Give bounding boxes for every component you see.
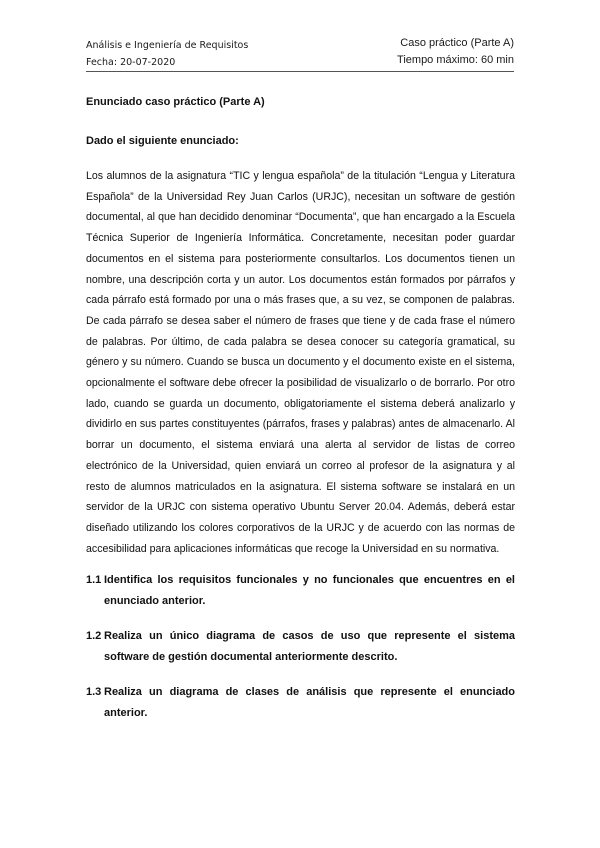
- statement-paragraph: Los alumnos de la asignatura “TIC y lengua española” de la titulación “Lengua y Literatura Española” de la Universidad Rey Juan Carlos (URJC), necesitan un software de gestión documental, al que han decidido denominar “Documenta”, que han encargado a la Escuela Técnica Superior de Ingeniería Informática. Concretamente, necesitan poder guardar documentos en el sistema para posteriormente consultarlos. Los documentos tienen un nombre, una descripción corta y un autor. Los documentos están formados por párrafos y cada párrafo está formado por una o más frases que, a su vez, se componen de palabras. De cada párrafo se desea saber el número de frases que tiene y de cada frase el número de palabras. Por último, de cada palabra se desea conocer su categoría gramatical, su género y su número. Cuando se busca un documento y el documento existe en el sistema, opcionalmente el software debe ofrecer la posibilidad de visualizarlo o de borrarlo. Por otro lado, cuando se guarda un documento, obligatoriamente el sistema deberá analizarlo y dividirlo en sus partes constituyentes (párrafos, frases y palabras) antes de almacenarlo. Al borrar un documento, el sistema enviará una alerta al servidor de listas de correo electrónico de la Universidad, quien enviará un correo al profesor de la asignatura y al resto de alumnos matriculados en la asignatura. El sistema software se instalará en un servidor de la URJC con sistema operativo Ubuntu Server 20.04. Además, deberá estar diseñado utilizando los colores corporativos de la URJC y de acuerdo con las normas de accesibilidad para aplicaciones informáticas que recoge la Universidad en su normativa.: [86, 170, 515, 555]
- question-number: 1.1: [86, 574, 102, 586]
- question-text: Realiza un diagrama de clases de análisis que represente el enunciado anterior.: [104, 686, 515, 719]
- question-item: [86, 626, 515, 668]
- question-number: 1.2: [86, 630, 102, 642]
- question-item: [86, 570, 515, 612]
- header-right: [397, 35, 514, 69]
- header-divider: [86, 71, 514, 72]
- question-text: Identifica los requisitos funcionales y no funcionales que encuentres en el enunciado anterior.: [104, 574, 515, 607]
- section-subtitle: Dado el siguiente enunciado:: [86, 135, 239, 147]
- page-title: Enunciado caso práctico (Parte A): [86, 96, 265, 108]
- question-number: 1.3: [86, 686, 102, 698]
- subject-name: Análisis e Ingeniería de Requisitos: [86, 40, 249, 51]
- header-left: [86, 37, 248, 71]
- question-list: [86, 570, 515, 738]
- question-item: [86, 682, 515, 724]
- question-text: Realiza un único diagrama de casos de uso que represente el sistema software de gestión documental anteriormente descrito.: [104, 630, 515, 663]
- case-label: Caso práctico (Parte A): [400, 37, 514, 49]
- exam-date: Fecha: 20-07-2020: [86, 57, 176, 68]
- time-limit: Tiempo máximo: 60 min: [397, 54, 514, 66]
